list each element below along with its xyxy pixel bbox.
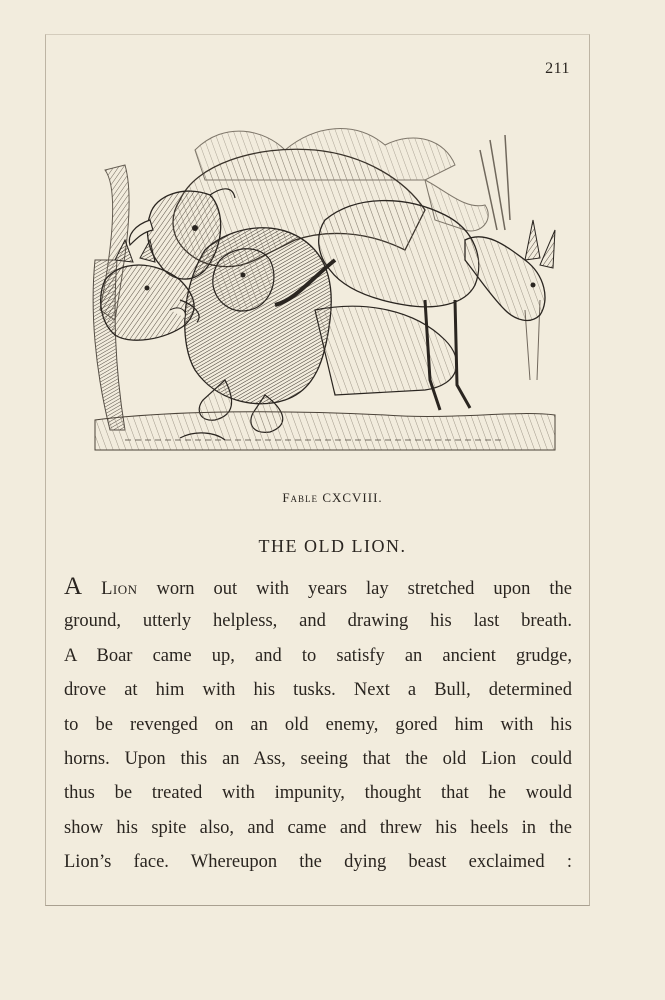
fable-illustration xyxy=(85,110,565,460)
fable-number xyxy=(45,490,620,506)
engraving-illustration-icon xyxy=(85,110,565,460)
body-line: A Boar came up, and to satisfy an ancient grudge, xyxy=(64,645,572,666)
fable-number-value: CXCVIII. xyxy=(322,490,383,505)
body-line-rest: worn out with years lay stretched upon the xyxy=(137,579,572,599)
fable-body xyxy=(64,570,572,880)
drop-cap: A xyxy=(64,573,83,600)
fable-number-prefix: Fable xyxy=(282,490,319,505)
body-line: drove at him with his tusks. Next a Bull, determined xyxy=(64,680,572,701)
fable-title: THE OLD LION. xyxy=(258,536,407,556)
page-number: 211 xyxy=(545,60,570,77)
body-line: to be revenged on an old enemy, gored him with his xyxy=(64,714,572,735)
small-caps-word: Lion xyxy=(101,579,138,599)
body-line: show his spite also, and came and threw his heels in the xyxy=(64,817,572,838)
ground xyxy=(95,412,555,450)
body-line: ground, utterly helpless, and drawing his last breath. xyxy=(64,611,572,632)
body-line: horns. Upon this an Ass, seeing that the old Lion could xyxy=(64,748,572,769)
body-line: Lion’s face. Whereupon the dying beast exclaimed : xyxy=(64,852,572,873)
body-line: thus be treated with impunity, thought that he would xyxy=(64,783,572,804)
body-line xyxy=(64,570,572,604)
